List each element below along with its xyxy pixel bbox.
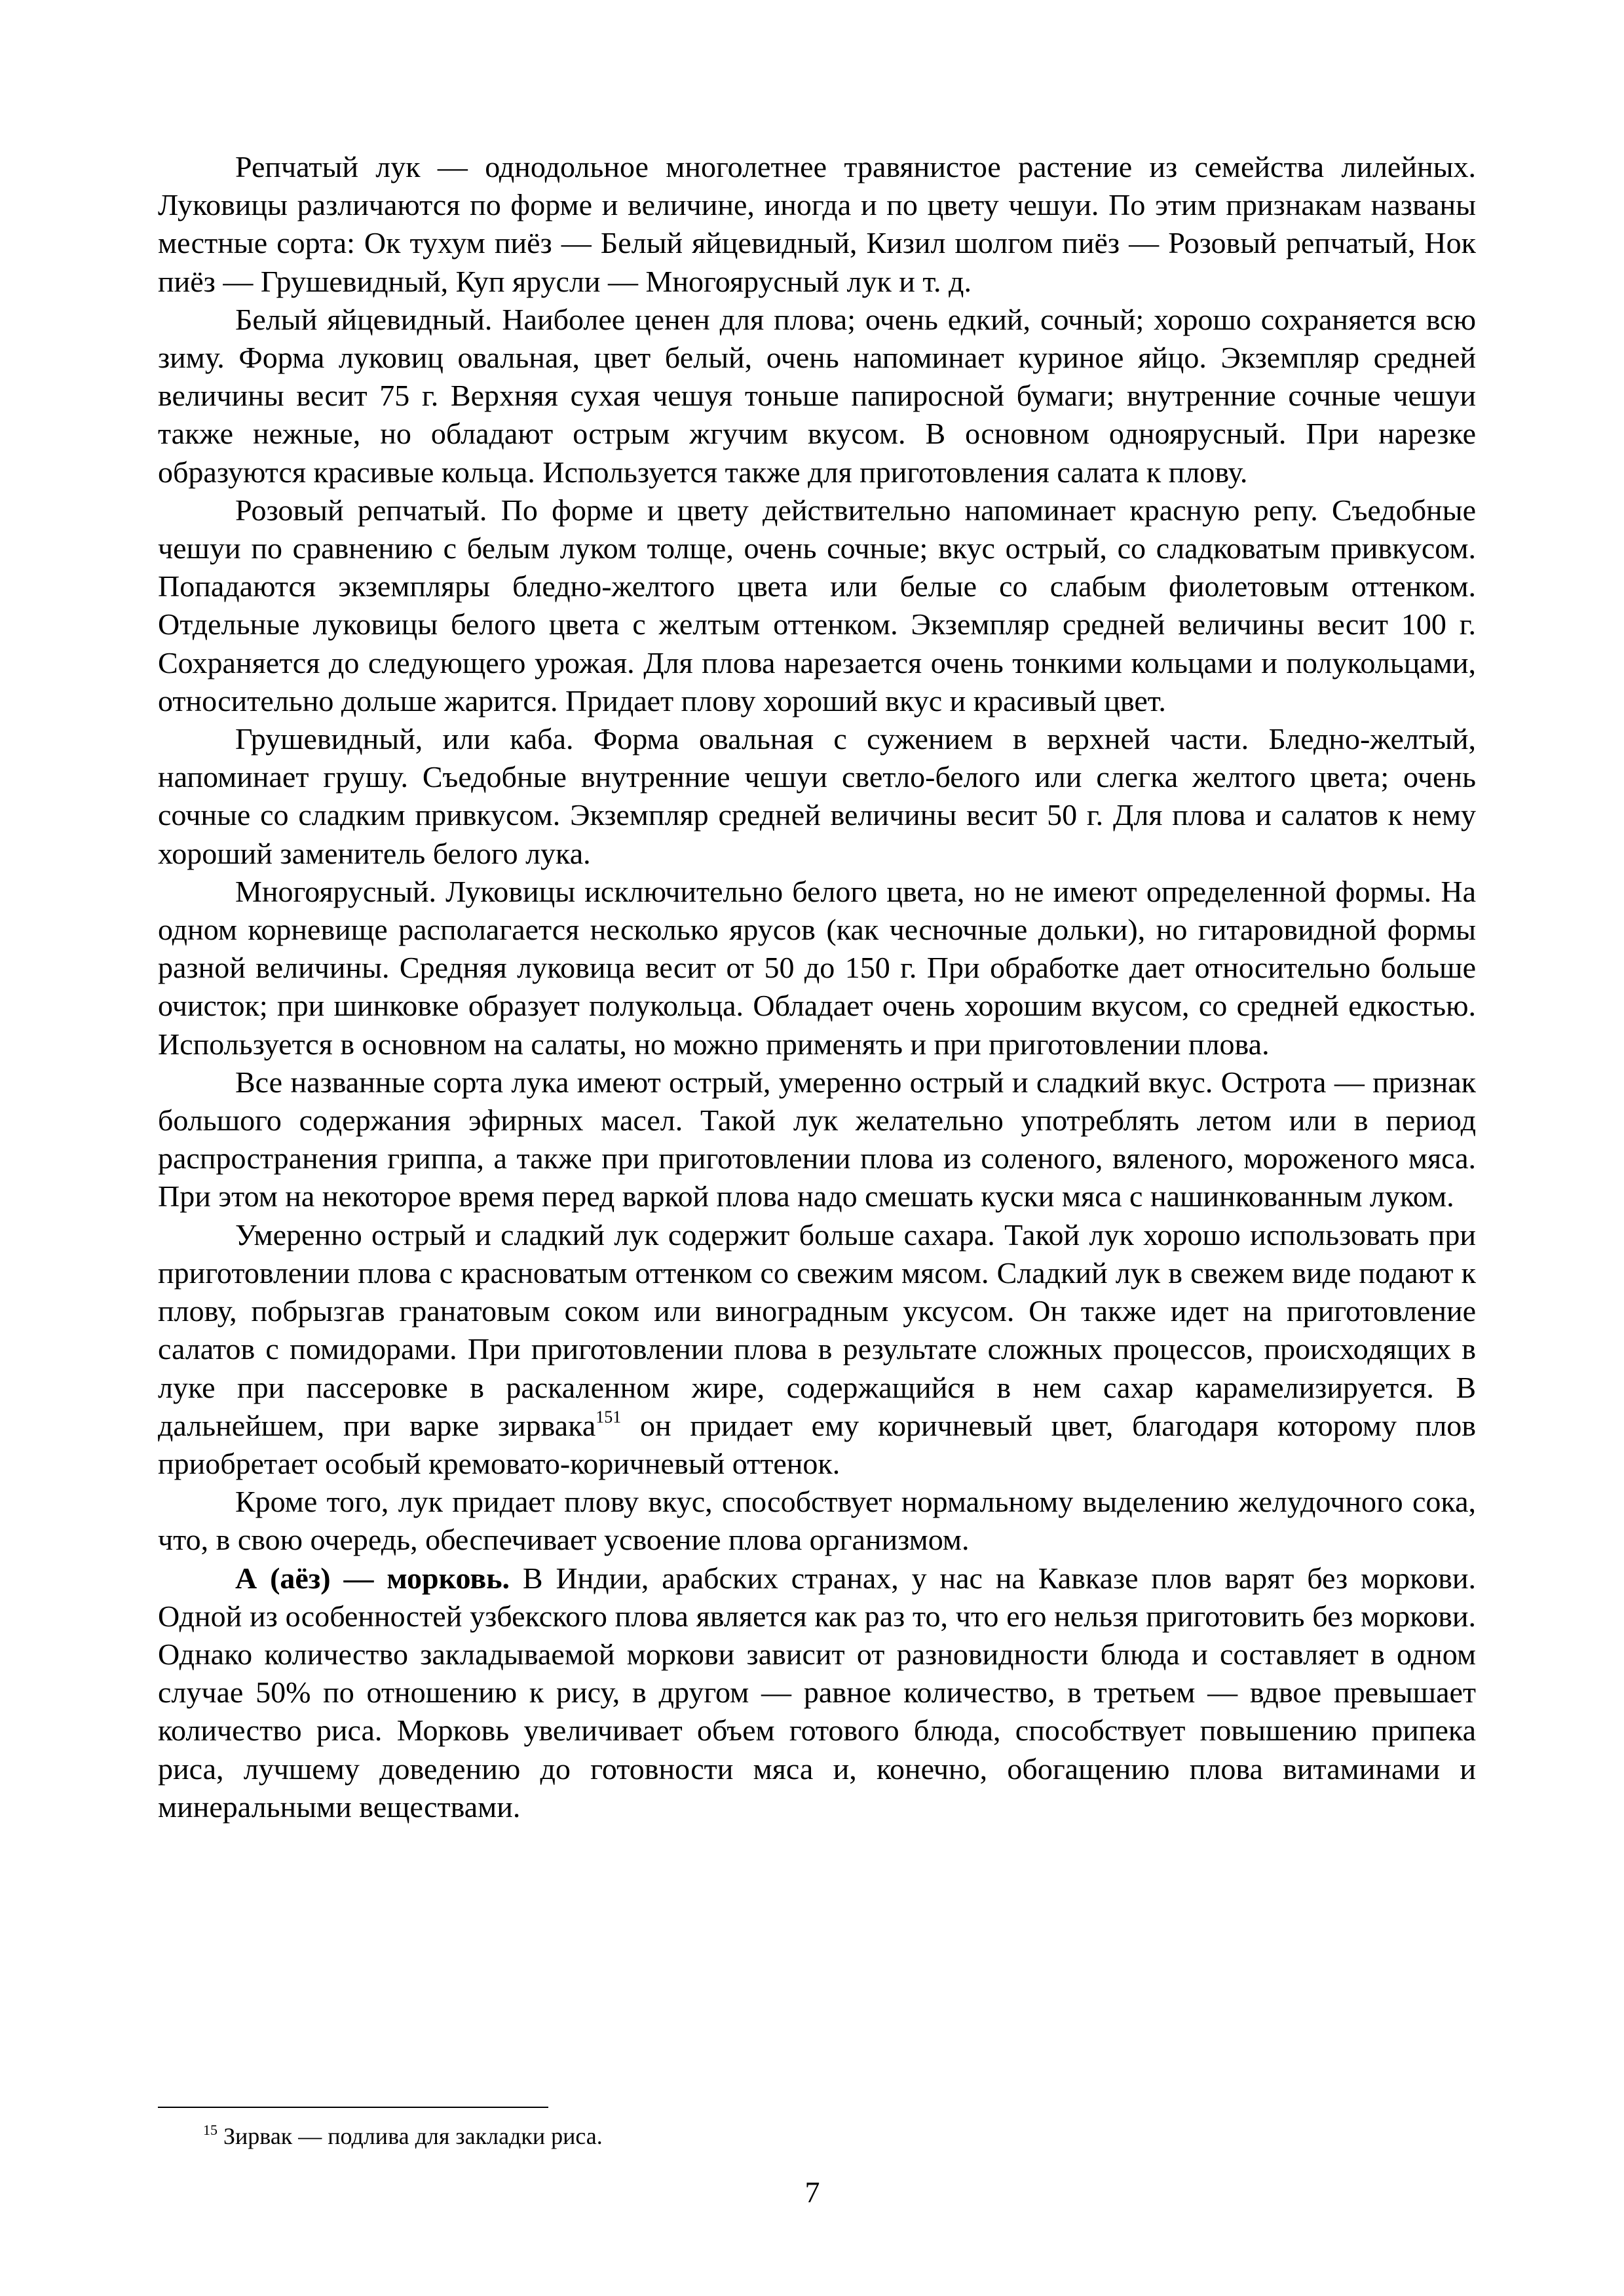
paragraph-carrot	[158, 1559, 1476, 1826]
body-text	[158, 148, 1476, 1826]
footnote-number: 15	[203, 2122, 217, 2138]
paragraph-digestion: Кроме того, лук придает плову вкус, способствует нормальному выделению желудочного сока, что, в свою очередь, обеспечивает усвоение плова организмом.	[158, 1485, 1476, 1557]
paragraph-sweet-onion	[158, 1216, 1476, 1483]
paragraph-onion-intro: Репчатый лук — однодольное многолетнее травянистое растение из семейства лилейных. Луковицы различаются по форме и величине, иногда и по цвету чешуи. По этим признакам названы местные сорта: Ок тухум пиёз — Белый яйцевидный, Кизил шолгом пиёз — Розовый репчатый, Нок пиёз — Грушевидный, Куп ярусли — Многоярусный лук и т. д.	[158, 150, 1476, 298]
paragraph-pear-shaped: Грушевидный, или каба. Форма овальная с сужением в верхней части. Бледно-желтый, напоминает грушу. Съедобные внутренние чешуи светло-белого или слегка желтого цвета; очень сочные со сладким привкусом. Экземпляр средней величины весит 50 г. Для плова и салатов к нему хороший заменитель белого лука.	[158, 722, 1476, 870]
paragraph-multi-tier: Многоярусный. Луковицы исключительно белого цвета, но не имеют определенной формы. На одном корневище располагается несколько ярусов (как чесночные дольки), но гитаровидной формы разной величины. Средняя луковица весит от 50 до 150 г. При обработке дает относительно больше очисток; при шинковке образует полукольца. Обладает очень хорошим вкусом, со средней едкостью. Используется в основном на салаты, но можно применять и при приготовлении плова.	[158, 874, 1476, 1061]
footnote-reference: 151	[595, 1407, 622, 1426]
paragraph-taste: Все названные сорта лука имеют острый, умеренно острый и сладкий вкус. Острота — признак большого содержания эфирных масел. Такой лук желательно употреблять летом или в период распространения гриппа, а также при приготовлении плова из соленого, вяленого, мороженого мяса. При этом на некоторое время перед варкой плова надо смешать куски мяса с нашинкованным луком.	[158, 1065, 1476, 1214]
footnote-text: Зирвак — подлива для закладки риса.	[217, 2123, 603, 2149]
paragraph-white-oval: Белый яйцевидный. Наиболее ценен для плова; очень едкий, сочный; хорошо сохраняется всю зиму. Форма луковиц овальная, цвет белый, очень напоминает куриное яйцо. Экземпляр средней величины весит 75 г. Верхняя сухая чешуя тоньше папиросной бумаги; внутренние сочные чешуи также нежные, но обладают острым жгучим вкусом. В основном одноярусный. При нарезке образуются красивые кольца. Используется также для приготовления салата к плову.	[158, 302, 1476, 489]
paragraph-pink-onion: Розовый репчатый. По форме и цвету действительно напоминает красную репу. Съедобные чешуи по сравнению с белым луком толще, очень сочные; вкус острый, со сладковатым привкусом. Попадаются экземпляры бледно-желтого цвета или белые со слабым фиолетовым оттенком. Отдельные луковицы белого цвета с желтым оттенком. Экземпляр средней величины весит 100 г. Сохраняется до следующего урожая. Для плова нарезается очень тонкими кольцами и полукольцами, относительно дольше жарится. Придает плову хороший вкус и красивый цвет.	[158, 493, 1476, 718]
footnote-separator	[158, 2107, 548, 2108]
page-number: 7	[804, 2175, 820, 2209]
carrot-text: В Индии, арабских странах, у нас на Кавказе плов варят без моркови. Одной из особенностей узбекского плова является как раз то, что его нельзя приготовить без моркови. Однако количество закладываемой моркови зависит от разновидности блюда и составляет в одном случае 50% по отношению к рису, в другом — равное количество, в третьем — вдвое превышает количество риса. Морковь увеличивает объем готового блюда, способствует повышению припека риса, лучшему доведению до готовности мяса и, конечно, обогащению плова витаминами и минеральными веществами.	[158, 1561, 1476, 1824]
footnote	[203, 2120, 1448, 2152]
carrot-heading: А (аёз) — морковь.	[235, 1561, 510, 1595]
sweet-onion-text: Умеренно острый и сладкий лук содержит больше сахара. Такой лук хорошо использовать при приготовлении плова с красноватым оттенком со свежим мясом. Сладкий лук в свежем виде подают к плову, побрызгав гранатовым соком или виноградным уксусом. Он также идет на приготовление салатов с помидорами. При приготовлении плова в результате сложных процессов, происходящих в луке при пассеровке в раскаленном жире, содержащийся в нем сахар карамелизируется. В дальнейшем, при варке зирвака	[158, 1217, 1476, 1442]
sweet-onion-text-continued: он придает ему коричневый цвет, благодаря которому плов приобретает особый кремовато-коричневый оттенок.	[158, 1408, 1477, 1480]
